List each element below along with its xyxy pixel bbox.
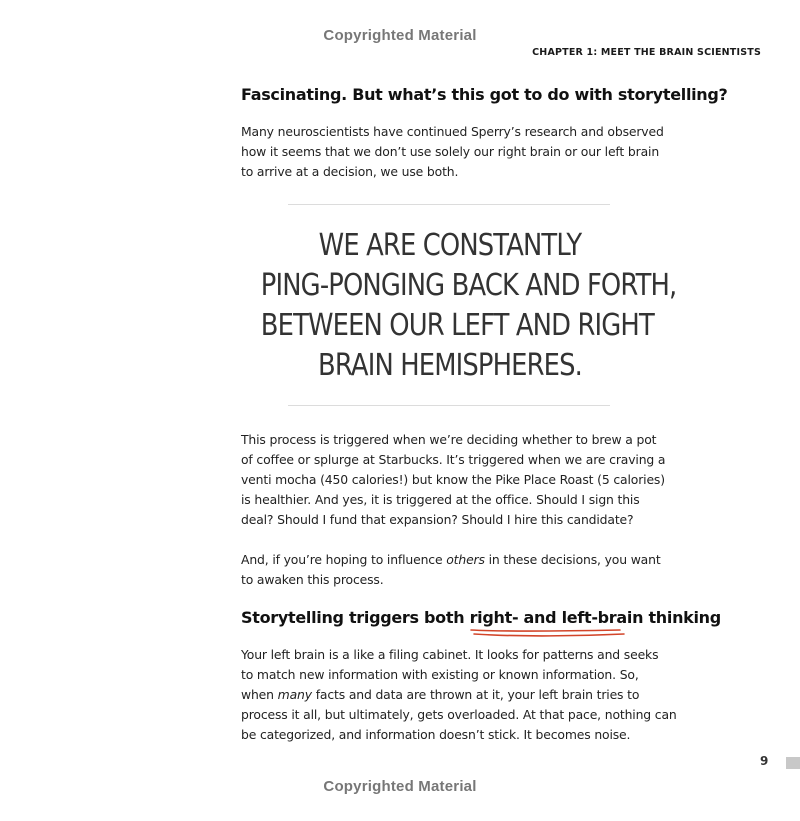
- heading-run: Storytelling triggers both: [241, 608, 470, 627]
- red-underline-annotation: [470, 625, 628, 639]
- paragraph-line: be categorized, and information doesn’t stick. It becomes noise.: [241, 727, 631, 742]
- heading-run: thinking: [643, 608, 721, 627]
- paragraph-line: process it all, but ultimately, gets overloaded. At that pace, nothing can: [241, 707, 677, 722]
- paragraph-process: [241, 430, 666, 530]
- section-heading: [241, 608, 721, 627]
- paragraph-line: [241, 550, 661, 570]
- section-heading: Fascinating. But what’s this got to do with storytelling?: [241, 85, 728, 104]
- highlighted-phrase: [470, 608, 644, 627]
- underline-stroke-2: [474, 634, 624, 636]
- emphasis-others: others: [446, 552, 485, 567]
- running-head: CHAPTER 1: MEET THE BRAIN SCIENTISTS: [532, 47, 761, 58]
- paragraph-line: Your left brain is a like a filing cabinet. It looks for patterns and seeks: [241, 647, 659, 662]
- underline-stroke-1: [471, 630, 620, 631]
- section-heading-storytelling: [241, 608, 721, 627]
- paragraph-influence: [241, 550, 661, 590]
- paragraph-line: Many neuroscientists have continued Sperry’s research and observed: [241, 124, 664, 139]
- paragraph-line: venti mocha (450 calories!) but know the Pike Place Roast (5 calories): [241, 472, 665, 487]
- emphasis-many: many: [277, 687, 312, 702]
- paragraph-line: to match new information with existing or known information. So,: [241, 667, 639, 682]
- pullquote-line: PING-PONGING BACK AND FORTH,: [260, 268, 677, 303]
- paragraph-line: to arrive at a decision, we use both.: [241, 164, 459, 179]
- text-run: And, if you’re hoping to influence: [241, 552, 447, 567]
- text-run: in these decisions, you want: [484, 552, 661, 567]
- section-heading-fascinating: [241, 85, 728, 104]
- pullquote-top-rule: [288, 204, 610, 205]
- paragraph-intro: [241, 122, 664, 182]
- corner-tab-marker: [786, 757, 800, 769]
- paragraph-line: deal? Should I fund that expansion? Should I hire this candidate?: [241, 512, 634, 527]
- paragraph-line: how it seems that we don’t use solely our right brain or our left brain: [241, 144, 660, 159]
- paragraph-line: [241, 685, 661, 705]
- paragraph-left-brain: [241, 645, 677, 745]
- pullquote: [260, 226, 677, 386]
- paragraph-line: is healthier. And yes, it is triggered at the office. Should I sign this: [241, 492, 640, 507]
- paragraph-line: of coffee or splurge at Starbucks. It’s triggered when we are craving a: [241, 452, 666, 467]
- paragraph-line: This process is triggered when we’re deciding whether to brew a pot: [241, 432, 657, 447]
- pullquote-line: BRAIN HEMISPHERES.: [318, 348, 582, 383]
- text-run: when: [241, 687, 278, 702]
- text-run: facts and data are thrown at it, your left brain tries to: [311, 687, 640, 702]
- paragraph-line: to awaken this process.: [241, 572, 384, 587]
- copyright-watermark-top: Copyrighted Material: [323, 27, 477, 44]
- pullquote-bottom-rule: [288, 405, 610, 406]
- copyright-watermark-bottom: Copyrighted Material: [323, 778, 477, 795]
- heading-run: right- and left-brain: [469, 608, 644, 627]
- page-number: 9: [760, 754, 769, 768]
- pullquote-line: WE ARE CONSTANTLY: [318, 228, 582, 263]
- pullquote-line: BETWEEN OUR LEFT AND RIGHT: [260, 308, 654, 343]
